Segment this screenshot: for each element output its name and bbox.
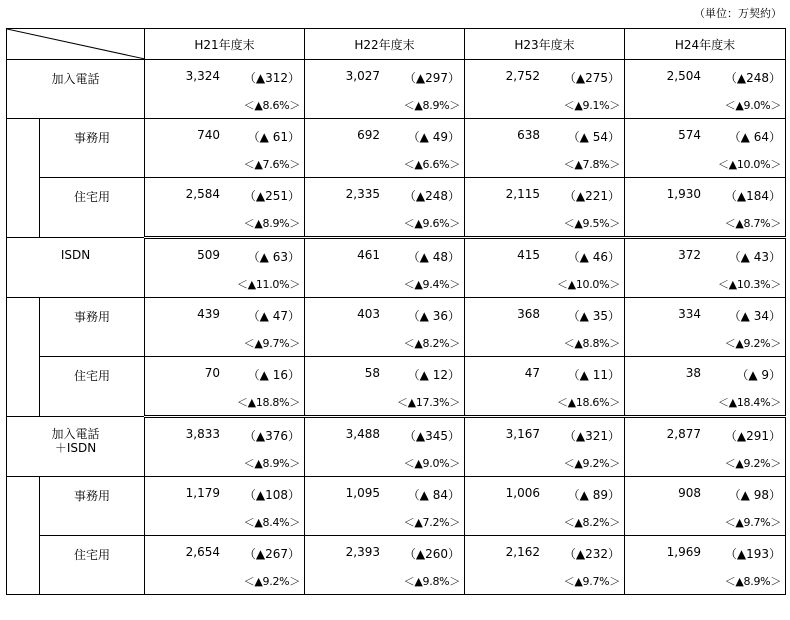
- cell-value: 2,115: [505, 187, 540, 201]
- cell-delta: （▲ 47）: [247, 309, 300, 323]
- data-cell: [305, 417, 465, 477]
- cell-percent: ＜▲8.2%＞: [403, 337, 460, 350]
- data-cell: [305, 238, 465, 298]
- cell-value: 3,027: [345, 69, 380, 83]
- header-row: [7, 29, 786, 60]
- data-cell: [145, 536, 305, 595]
- cell-value: 38: [685, 366, 701, 380]
- indent-cell: [7, 536, 40, 595]
- cell-value: 372: [678, 248, 701, 262]
- data-cell: [145, 178, 305, 238]
- data-cell: [145, 238, 305, 298]
- group-label: [7, 417, 145, 477]
- cell-percent: ＜▲6.6%＞: [403, 158, 460, 171]
- cell-value: 740: [197, 128, 220, 142]
- data-cell: [465, 238, 625, 298]
- cell-value: 2,877: [666, 427, 701, 441]
- cell-percent: ＜▲9.0%＞: [403, 457, 460, 470]
- cell-value: 461: [357, 248, 380, 262]
- row-label: 事務用: [40, 119, 145, 178]
- data-cell: [625, 536, 786, 595]
- table-row: [7, 477, 786, 536]
- data-cell: [305, 178, 465, 238]
- cell-percent: ＜▲7.2%＞: [403, 516, 460, 529]
- row-label: 住宅用: [40, 357, 145, 417]
- data-cell: [625, 357, 786, 417]
- cell-percent: ＜▲10.0%＞: [717, 158, 781, 171]
- cell-delta: （▲232）: [563, 547, 620, 561]
- cell-delta: （▲ 34）: [728, 309, 781, 323]
- cell-delta: （▲345）: [403, 429, 460, 443]
- cell-value: 439: [197, 307, 220, 321]
- data-cell: [465, 357, 625, 417]
- cell-delta: （▲ 89）: [567, 488, 620, 502]
- cell-value: 403: [357, 307, 380, 321]
- table-row: [7, 357, 786, 417]
- group-total-row: [7, 238, 786, 298]
- cell-delta: （▲108）: [243, 488, 300, 502]
- group-label: [7, 238, 145, 298]
- data-cell: [145, 357, 305, 417]
- indent-cell: [7, 477, 40, 536]
- row-label: 事務用: [40, 477, 145, 536]
- data-cell: [145, 119, 305, 178]
- cell-value: 1,095: [345, 486, 380, 500]
- cell-percent: ＜▲7.8%＞: [563, 158, 620, 171]
- cell-percent: ＜▲9.0%＞: [724, 99, 781, 112]
- indent-cell: [7, 357, 40, 417]
- cell-percent: ＜▲18.4%＞: [717, 396, 781, 409]
- group-total-row: [7, 60, 786, 119]
- data-cell: [465, 298, 625, 357]
- cell-delta: （▲376）: [243, 429, 300, 443]
- indent-cell: [7, 298, 40, 357]
- cell-delta: （▲ 9）: [736, 368, 781, 382]
- cell-percent: ＜▲9.7%＞: [563, 575, 620, 588]
- cell-value: 509: [197, 248, 220, 262]
- cell-delta: （▲ 16）: [247, 368, 300, 382]
- cell-delta: （▲312）: [243, 71, 300, 85]
- cell-delta: （▲251）: [243, 189, 300, 203]
- data-cell: [625, 119, 786, 178]
- data-cell: [305, 357, 465, 417]
- cell-percent: ＜▲9.2%＞: [563, 457, 620, 470]
- cell-percent: ＜▲8.2%＞: [563, 516, 620, 529]
- row-label: 事務用: [40, 298, 145, 357]
- cell-value: 2,162: [505, 545, 540, 559]
- data-cell: [465, 536, 625, 595]
- cell-value: 3,324: [185, 69, 220, 83]
- group-label-text: ISDN: [60, 248, 91, 262]
- cell-value: 334: [678, 307, 701, 321]
- cell-value: 1,969: [666, 545, 701, 559]
- cell-value: 2,584: [185, 187, 220, 201]
- data-cell: [145, 298, 305, 357]
- cell-delta: （▲297）: [403, 71, 460, 85]
- data-cell: [305, 477, 465, 536]
- cell-delta: （▲ 49）: [407, 130, 460, 144]
- cell-percent: ＜▲18.8%＞: [236, 396, 300, 409]
- cell-percent: ＜▲7.6%＞: [243, 158, 300, 171]
- cell-delta: （▲ 98）: [728, 488, 781, 502]
- cell-value: 692: [357, 128, 380, 142]
- cell-value: 3,488: [345, 427, 380, 441]
- cell-delta: （▲ 48）: [407, 250, 460, 264]
- cell-delta: （▲248）: [403, 189, 460, 203]
- cell-percent: ＜▲9.6%＞: [403, 217, 460, 230]
- data-cell: [465, 119, 625, 178]
- cell-value: 1,930: [666, 187, 701, 201]
- cell-value: 574: [678, 128, 701, 142]
- cell-percent: ＜▲10.3%＞: [717, 278, 781, 291]
- cell-value: 908: [678, 486, 701, 500]
- data-cell: [465, 417, 625, 477]
- cell-value: 2,393: [345, 545, 380, 559]
- cell-value: 2,752: [505, 69, 540, 83]
- cell-percent: ＜▲8.8%＞: [563, 337, 620, 350]
- cell-percent: ＜▲10.0%＞: [556, 278, 620, 291]
- unit-note: （単位：万契約）: [694, 7, 782, 20]
- group-label: [7, 60, 145, 119]
- data-cell: [145, 60, 305, 119]
- cell-percent: ＜▲8.9%＞: [243, 217, 300, 230]
- cell-percent: ＜▲8.9%＞: [724, 575, 781, 588]
- cell-value: 368: [517, 307, 540, 321]
- cell-value: 638: [517, 128, 540, 142]
- cell-percent: ＜▲9.2%＞: [243, 575, 300, 588]
- cell-delta: （▲ 61）: [247, 130, 300, 144]
- group-total-row: [7, 417, 786, 477]
- cell-value: 3,167: [505, 427, 540, 441]
- col-header: H24年度末: [625, 29, 786, 60]
- cell-delta: （▲ 11）: [567, 368, 620, 382]
- table-row: [7, 536, 786, 595]
- cell-value: 47: [524, 366, 540, 380]
- data-cell: [145, 417, 305, 477]
- cell-delta: （▲248）: [724, 71, 781, 85]
- cell-delta: （▲260）: [403, 547, 460, 561]
- cell-value: 1,006: [505, 486, 540, 500]
- cell-delta: （▲321）: [563, 429, 620, 443]
- data-cell: [625, 60, 786, 119]
- cell-percent: ＜▲9.7%＞: [243, 337, 300, 350]
- cell-delta: （▲ 43）: [728, 250, 781, 264]
- col-header: H21年度末: [145, 29, 305, 60]
- col-header: H23年度末: [465, 29, 625, 60]
- cell-delta: （▲193）: [724, 547, 781, 561]
- group-label-text-2: ＋ISDN: [54, 441, 97, 455]
- cell-percent: ＜▲8.7%＞: [724, 217, 781, 230]
- cell-delta: （▲221）: [563, 189, 620, 203]
- cell-percent: ＜▲8.9%＞: [243, 457, 300, 470]
- data-cell: [305, 119, 465, 178]
- cell-percent: ＜▲9.8%＞: [403, 575, 460, 588]
- data-cell: [305, 298, 465, 357]
- cell-percent: ＜▲18.6%＞: [556, 396, 620, 409]
- data-cell: [465, 60, 625, 119]
- row-label: 住宅用: [40, 178, 145, 238]
- data-cell: [465, 477, 625, 536]
- data-cell: [625, 298, 786, 357]
- table-row: [7, 178, 786, 238]
- cell-percent: ＜▲9.1%＞: [563, 99, 620, 112]
- group-label-text: 加入電話: [51, 72, 100, 86]
- data-cell: [305, 60, 465, 119]
- cell-value: 415: [517, 248, 540, 262]
- cell-value: 3,833: [185, 427, 220, 441]
- cell-value: 58: [364, 366, 380, 380]
- cell-percent: ＜▲9.2%＞: [724, 337, 781, 350]
- cell-delta: （▲267）: [243, 547, 300, 561]
- cell-delta: （▲ 63）: [247, 250, 300, 264]
- group-label-text: 加入電話: [51, 427, 100, 441]
- cell-delta: （▲ 64）: [728, 130, 781, 144]
- cell-percent: ＜▲8.4%＞: [243, 516, 300, 529]
- cell-percent: ＜▲17.3%＞: [396, 396, 460, 409]
- col-header: H22年度末: [305, 29, 465, 60]
- data-cell: [625, 178, 786, 238]
- cell-delta: （▲ 12）: [407, 368, 460, 382]
- cell-delta: （▲ 36）: [407, 309, 460, 323]
- cell-percent: ＜▲11.0%＞: [236, 278, 300, 291]
- data-cell: [145, 477, 305, 536]
- cell-percent: ＜▲9.7%＞: [724, 516, 781, 529]
- cell-delta: （▲ 35）: [567, 309, 620, 323]
- cell-value: 1,179: [185, 486, 220, 500]
- cell-delta: （▲291）: [724, 429, 781, 443]
- cell-value: 2,654: [185, 545, 220, 559]
- data-cell: [305, 536, 465, 595]
- row-label: 住宅用: [40, 536, 145, 595]
- corner-cell: [7, 29, 145, 60]
- cell-percent: ＜▲8.9%＞: [403, 99, 460, 112]
- cell-delta: （▲275）: [563, 71, 620, 85]
- table-row: [7, 119, 786, 178]
- subscription-table: [6, 28, 786, 595]
- table-row: [7, 298, 786, 357]
- cell-delta: （▲ 46）: [567, 250, 620, 264]
- diagonal-line: [7, 29, 145, 59]
- data-cell: [465, 178, 625, 238]
- data-cell: [625, 477, 786, 536]
- indent-cell: [7, 178, 40, 238]
- cell-delta: （▲ 54）: [567, 130, 620, 144]
- data-cell: [625, 238, 786, 298]
- cell-delta: （▲184）: [724, 189, 781, 203]
- cell-percent: ＜▲9.4%＞: [403, 278, 460, 291]
- cell-value: 2,335: [345, 187, 380, 201]
- cell-percent: ＜▲8.6%＞: [243, 99, 300, 112]
- cell-percent: ＜▲9.5%＞: [563, 217, 620, 230]
- cell-value: 2,504: [666, 69, 701, 83]
- cell-delta: （▲ 84）: [407, 488, 460, 502]
- data-cell: [625, 417, 786, 477]
- cell-percent: ＜▲9.2%＞: [724, 457, 781, 470]
- indent-cell: [7, 119, 40, 178]
- cell-value: 70: [204, 366, 220, 380]
